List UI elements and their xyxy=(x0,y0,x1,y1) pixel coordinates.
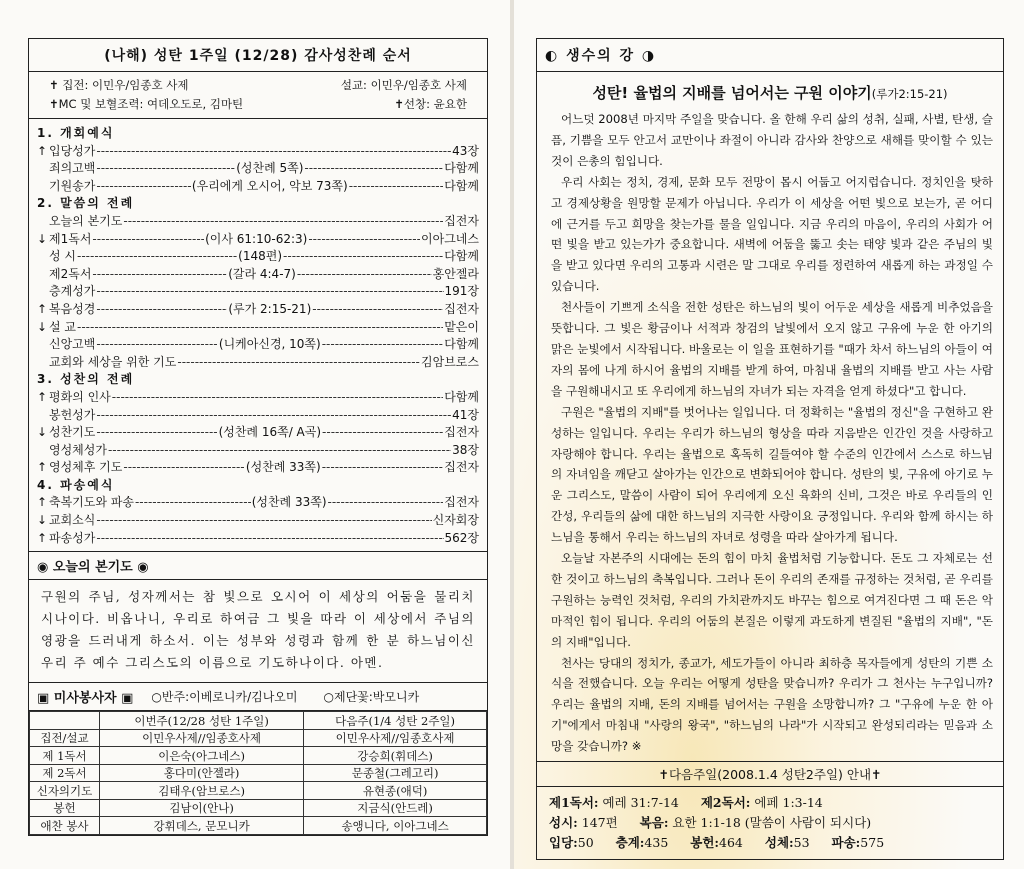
table-row xyxy=(30,764,487,782)
order-item-ref: (성찬례 33쪽) xyxy=(245,460,321,475)
order-item-name: 층계성가 xyxy=(49,284,96,299)
table-cell: 송앵니다, 이아그네스 xyxy=(304,817,487,835)
order-leader xyxy=(108,442,451,460)
order-item-leader-name: 집전자 xyxy=(444,213,479,228)
order-item-leader-name: 홍안젤라 xyxy=(432,266,479,281)
order-arrow xyxy=(37,213,49,231)
order-item-ref: (이사 61:10-62:3) xyxy=(205,231,308,246)
order-arrow xyxy=(37,354,49,372)
order-item xyxy=(37,354,479,372)
order-leader xyxy=(96,336,218,354)
table-row xyxy=(30,712,487,730)
order-item-leader-name: 다함께 xyxy=(444,161,479,176)
order-section-heading: 3. 성찬의 전례 xyxy=(37,372,135,387)
cantor: ✝선창: 윤요한 xyxy=(394,97,467,111)
next-week-heading: ✝다음주일(2008.1.4 성탄2주일) 안내✝ xyxy=(537,761,1003,786)
service-title: (나해) 성탄 1주일 (12/28) 감사성찬례 순서 xyxy=(29,39,487,72)
table-cell: 이은숙(아그네스) xyxy=(100,747,304,765)
order-leader xyxy=(308,231,420,249)
order-arrow xyxy=(37,407,49,425)
table-cell: 애찬 봉사 xyxy=(30,817,100,835)
sermon-paragraph: 어느덧 2008년 마지막 주일을 맞습니다. 올 한해 우리 삶의 성취, 실패, 사별, 탄생, 슬픔, 기쁨을 모두 안고서 교만이나 좌절이 아니라 감사와 찬양으로 새해를 맞이할 수 있는 것이 은총의 힘입니다. xyxy=(551,112,993,168)
sermon-section-heading: ◐ 생수의 강 ◑ xyxy=(537,39,1003,72)
sermon-title xyxy=(537,72,1003,109)
table-cell: 다음주(1/4 성탄 2주일) xyxy=(304,712,487,730)
table-cell: 김남이(안나) xyxy=(100,799,304,817)
order-item xyxy=(37,231,479,249)
next-gospel-label: 복음: xyxy=(639,815,669,831)
table-cell: 문종철(그레고리) xyxy=(304,764,487,782)
order-item-name: 봉헌성가 xyxy=(49,407,96,422)
order-leader xyxy=(177,354,420,372)
next-h1: 50 xyxy=(577,835,594,851)
order-item-leader-name: 집전자 xyxy=(444,460,480,475)
order-leader xyxy=(322,459,444,477)
table-row xyxy=(30,747,487,765)
order-item-leader-name: 맡은이 xyxy=(444,319,479,334)
sermon-title-text: 성탄! 율법의 지배를 넘어서는 구원 이야기 xyxy=(592,84,872,102)
servers-table xyxy=(29,711,487,835)
order-leader xyxy=(123,459,245,477)
order-item-name: 성찬기도 xyxy=(49,425,96,440)
table-row xyxy=(30,799,487,817)
order-arrow: ↓ xyxy=(37,425,48,440)
order-item xyxy=(37,319,479,337)
order-arrow: ↑ xyxy=(37,389,48,404)
next-r1-label: 제1독서: xyxy=(549,795,599,811)
order-item-leader-name: 다함께 xyxy=(444,178,479,193)
order-leader xyxy=(123,213,443,231)
order-item-leader-name: 43장 xyxy=(452,143,479,158)
order-item xyxy=(37,442,479,460)
order-item xyxy=(37,407,479,425)
sermon-body xyxy=(537,109,1003,761)
order-item-leader-name: 다함께 xyxy=(444,249,479,264)
sermon-paragraph: 천사는 당대의 정치가, 종교가, 세도가들이 아니라 최하층 목자들에게 성탄의 기쁜 소식을 전했습니다. 오늘 우리는 어떻게 성탄을 맞습니까? 우리가 그 천사는 누구입니까? 우리는 율법의 지배, 돈의 지배를 넘어서는 구원을 소망합니까? 그 "구유에 누운 한 아기"에게서 마침내 "사랑의 왕국", "하느님의 나라"가 시작되고 완성되리라는 믿음과 소망을 갖습니까? ※ xyxy=(551,655,993,754)
order-leader xyxy=(96,407,451,425)
order-item-ref: (성찬례 16쪽/ A곡) xyxy=(218,425,322,440)
table-cell: 집전/설교 xyxy=(30,729,100,747)
table-cell: 홍다미(안젤라) xyxy=(100,764,304,782)
order-arrow xyxy=(37,283,49,301)
order-arrow: ↑ xyxy=(37,143,48,158)
order-item xyxy=(37,248,479,266)
order-item xyxy=(37,178,479,196)
next-h5-label: 파송: xyxy=(831,835,861,851)
order-item xyxy=(37,160,479,178)
order-item-name: 제1독서 xyxy=(49,231,92,246)
order-leader xyxy=(304,160,443,178)
next-week-readings xyxy=(537,786,1003,859)
prayer-box xyxy=(28,552,488,683)
table-row xyxy=(30,782,487,800)
table-cell: 이민우사제//임종호사제 xyxy=(100,729,304,747)
ministers-block xyxy=(29,72,487,119)
order-item-ref: (성찬례 33쪽) xyxy=(251,495,327,510)
order-item-leader-name: 김암브로스 xyxy=(421,354,479,369)
order-item-name: 죄의고백 xyxy=(49,161,96,176)
order-arrow xyxy=(37,442,49,460)
order-leader xyxy=(96,530,443,548)
order-arrow: ↓ xyxy=(37,513,48,528)
order-item xyxy=(37,143,479,161)
next-h4-label: 성체: xyxy=(764,835,794,851)
order-arrow: ↑ xyxy=(37,460,48,475)
accompanist: ○반주:이베로니카/김나오미 xyxy=(151,690,298,705)
order-leader xyxy=(322,424,443,442)
order-item-ref: (루가 2:15-21) xyxy=(228,301,312,316)
mc: ✝MC 및 보혈조력: 여데오도로, 김마틴 xyxy=(49,97,244,111)
order-item-name: 영성체후 기도 xyxy=(49,460,123,475)
order-leader xyxy=(96,143,451,161)
order-leader xyxy=(328,494,444,512)
next-h2: 435 xyxy=(644,835,669,851)
order-item-leader-name: 집전자 xyxy=(444,495,480,510)
order-leader xyxy=(297,266,432,284)
table-cell: 강승희(휘데스) xyxy=(304,747,487,765)
next-h2-label: 층계: xyxy=(615,835,645,851)
order-item-leader-name: 집전자 xyxy=(444,425,480,440)
order-item-leader-name: 다함께 xyxy=(444,389,479,404)
order-item-name: 축복기도와 파송 xyxy=(49,495,134,510)
table-cell: 봉헌 xyxy=(30,799,100,817)
order-leader xyxy=(92,231,204,249)
order-arrow xyxy=(37,160,49,178)
order-item-name: 파송성가 xyxy=(49,530,96,545)
table-cell: 이민우사제//임종호사제 xyxy=(304,729,487,747)
order-arrow xyxy=(37,266,49,284)
order-arrow xyxy=(37,336,49,354)
order-leader xyxy=(322,336,444,354)
next-r2-label: 제2독서: xyxy=(700,795,751,811)
mass-servers-box xyxy=(28,683,488,836)
order-arrow: ↓ xyxy=(37,319,48,334)
order-item-leader-name: 신자회장 xyxy=(432,513,479,528)
order-item-ref: (갈라 4:4-7) xyxy=(228,266,296,281)
order-item-name: 입당성가 xyxy=(49,143,96,158)
order-leader xyxy=(96,283,443,301)
order-item-name: 성 시 xyxy=(49,249,76,264)
order-item-name: 오늘의 본기도 xyxy=(49,213,123,228)
sermon-box xyxy=(536,38,1004,860)
order-leader xyxy=(96,424,217,442)
table-row xyxy=(30,817,487,835)
order-item xyxy=(37,266,479,284)
order-section-heading: 1. 개회예식 xyxy=(37,126,115,140)
order-item xyxy=(37,301,479,319)
order-leader xyxy=(312,301,443,319)
order-item-ref: (니케아신경, 10쪽) xyxy=(218,337,321,352)
table-row xyxy=(30,729,487,747)
sermon-paragraph: 오늘날 자본주의 시대에는 돈의 힘이 마치 율법처럼 기능합니다. 돈도 그 자체로는 선한 것이고 하느님의 축복입니다. 그러나 돈이 우리의 존재를 규정하는 것처럼, 곧 우리를 구원하는 능력인 것처럼, 우리의 가치관까지도 바꾸는 힘으로 여겨진다면 그 때 돈은 악마적인 힘이 됩니다. 우리의 어둠의 본질은 이렇게 과도하게 변질된 "율법의 지배", "돈의 지배"입니다. xyxy=(551,551,993,649)
order-item-name: 교회소식 xyxy=(49,513,96,528)
order-leader xyxy=(96,178,191,196)
next-r1: 예레 31:7-14 xyxy=(602,795,679,811)
order-item-name: 기원송가 xyxy=(49,178,96,193)
mass-servers-header xyxy=(29,683,487,711)
mass-servers-heading: ▣ 미사봉사자 ▣ xyxy=(37,691,134,707)
table-cell: 제 2독서 xyxy=(30,764,100,782)
order-item xyxy=(37,389,479,407)
next-h1-label: 입당: xyxy=(549,835,578,851)
order-leader xyxy=(96,301,227,319)
table-cell xyxy=(30,712,100,730)
order-leader xyxy=(77,319,443,337)
order-item-name: 제2독서 xyxy=(49,266,92,281)
order-item-ref: (성찬례 5쪽) xyxy=(236,161,304,176)
order-item-name: 영성체성가 xyxy=(49,442,107,457)
order-leader xyxy=(77,248,237,266)
order-leader xyxy=(349,178,444,196)
next-ps: 147편 xyxy=(581,815,618,831)
right-page xyxy=(514,0,1024,869)
order-item xyxy=(37,424,479,442)
order-item xyxy=(37,283,479,301)
order-item-ref: (148편) xyxy=(238,249,283,264)
next-h4: 53 xyxy=(793,835,810,851)
order-item-ref: (우리에게 오시어, 악보 73쪽) xyxy=(191,178,348,193)
order-item-leader-name: 다함께 xyxy=(444,337,480,352)
sermon-paragraph: 천사들이 기쁘게 소식을 전한 성탄은 하느님의 빛이 어두운 세상을 새롭게 비추었음을 뜻합니다. 그 빛은 황금이나 서적과 창검의 날빛에서 오지 않고 구유에 누운 한 아기의 맑은 눈빛에서 시작됩니다. 바울로는 이 일을 표현하기를 "때가 차서 하느님의 아들이 여자의 몸에 나게 하시어 율법의 지배를 받게 하여, 마침내 율법의 지배를 받고 사는 사람을 구원해내시고 또 우리에게 하느님의 자녀가 되는 자격을 얻게 하셨다"고 합니다. xyxy=(551,300,993,398)
order-item xyxy=(37,213,479,231)
order-leader xyxy=(283,248,443,266)
order-item xyxy=(37,512,479,530)
celebrant: ✝ 집전: 이민우/임종호 사제 xyxy=(49,78,189,92)
next-h5: 575 xyxy=(860,835,885,851)
next-ps-label: 성시: xyxy=(549,815,578,831)
order-arrow: ↑ xyxy=(37,301,48,316)
altar-flowers: ○제단꽃:박모니카 xyxy=(323,690,420,705)
order-item-leader-name: 이아그네스 xyxy=(421,231,479,246)
table-cell: 지금식(안드레) xyxy=(304,799,487,817)
order-item-leader-name: 41장 xyxy=(452,407,479,422)
next-h3-label: 봉헌: xyxy=(690,835,720,851)
order-item-name: 평화의 인사 xyxy=(49,389,111,404)
order-leader xyxy=(96,512,431,530)
order-leader xyxy=(135,494,251,512)
sermon-paragraph: 우리 사회는 정치, 경제, 문화 모두 전망이 몹시 어둡고 어지럽습니다. 정치인을 탓하고 경제상황을 원망할 문제가 아닙니다. 우리가 이 세상을 어떤 빛으로 보는가, 곧 어디에 근거를 두고 희망을 찾는가를 물을 일입니다. 지금 우리의 마음이, 우리의 사회가 어떤 빛을 받고 있는가가 중요합니다. 새벽에 어둠을 뚫고 솟는 태양 빛과 같은 주님의 빛을 받고 있다면 우리의 고통과 시련은 말 그대로 우리를 정련하여 새롭게 하는 과정일 수 있습니다. xyxy=(551,174,993,294)
table-cell: 신자의기도 xyxy=(30,782,100,800)
order-item-leader-name: 38장 xyxy=(452,442,479,457)
order-item-name: 복음성경 xyxy=(49,301,96,316)
order-item xyxy=(37,336,479,354)
order-of-service-box xyxy=(28,38,488,552)
order-arrow: ↓ xyxy=(37,231,48,246)
next-h3: 464 xyxy=(719,835,743,851)
order-section-heading: 4. 파송예식 xyxy=(37,477,115,492)
order-item-leader-name: 집전자 xyxy=(444,301,480,316)
table-cell: 이번주(12/28 성탄 1주일) xyxy=(100,712,304,730)
preacher: 설교: 이민우/임종호 사제 xyxy=(340,78,467,92)
order-arrow: ↑ xyxy=(37,495,48,510)
order-leader xyxy=(96,160,235,178)
order-arrow xyxy=(37,178,49,196)
order-item-leader-name: 191장 xyxy=(444,284,479,299)
table-cell: 제 1독서 xyxy=(30,747,100,765)
order-item-name: 교회와 세상을 위한 기도 xyxy=(49,354,177,369)
order-item-leader-name: 562장 xyxy=(444,530,479,545)
order-item-name: 설 교 xyxy=(49,319,76,334)
sermon-paragraph: 구원은 "율법의 지배"를 벗어나는 일입니다. 더 정확히는 "율법의 정신"을 구현하고 완성하는 일입니다. 우리는 우리가 하느님의 형상을 따라 지음받은 인간인 것을 사랑하고 자랑해야 합니다. 우리는 율법으로 혹독히 길들여야 할 수준의 인간에서 스스로 하느님의 자녀임을 깨닫고 살아가는 인간으로 변화되어야 합니다. 성탄의 빛, 구유에 아기로 누운 그리스도, 말씀이 사람이 되어 우리에게 오신 육화의 신비, 그것은 바로 우리들의 인간성, 우리들의 삶에 대한 하느님의 지극한 사랑이요 긍정입니다. 우리와 함께 하시는 하느님을 통해서 우리는 하느님의 자녀로 성령을 따라 살아가게 됩니다. xyxy=(551,404,993,545)
table-cell: 강휘데스, 문모니카 xyxy=(100,817,304,835)
sermon-title-ref: (루가2:15-21) xyxy=(871,87,948,101)
order-item xyxy=(37,494,479,512)
prayer-heading: ◉ 오늘의 본기도 ◉ xyxy=(29,552,487,580)
table-cell: 김태우(암브로스) xyxy=(100,782,304,800)
order-item-name: 신앙고백 xyxy=(49,337,96,352)
order-leader xyxy=(112,389,443,407)
order-list xyxy=(29,119,487,551)
order-item xyxy=(37,459,479,477)
order-arrow xyxy=(37,248,49,266)
order-section-heading: 2. 말씀의 전례 xyxy=(37,196,135,211)
prayer-text: 구원의 주님, 성자께서는 참 빛으로 오시어 이 세상의 어둠을 물리치시나이다. 비옵나니, 우리로 하여금 그 빛을 따라 이 세상에서 주님의 영광을 드러내게 하소서. 이는 성부와 성령과 함께 한 분 하느님이신 우리 주 예수 그리스도의 이름으로 기도하나이다. 아멘. xyxy=(41,589,475,671)
table-cell: 유현종(애덕) xyxy=(304,782,487,800)
next-r2: 에페 1:3-14 xyxy=(754,795,823,811)
next-gospel: 요한 1:1-18 (말씀이 사람이 되시다) xyxy=(672,815,872,831)
order-item xyxy=(37,530,479,548)
order-leader xyxy=(92,266,227,284)
left-page xyxy=(0,0,510,869)
order-arrow: ↑ xyxy=(37,530,48,545)
